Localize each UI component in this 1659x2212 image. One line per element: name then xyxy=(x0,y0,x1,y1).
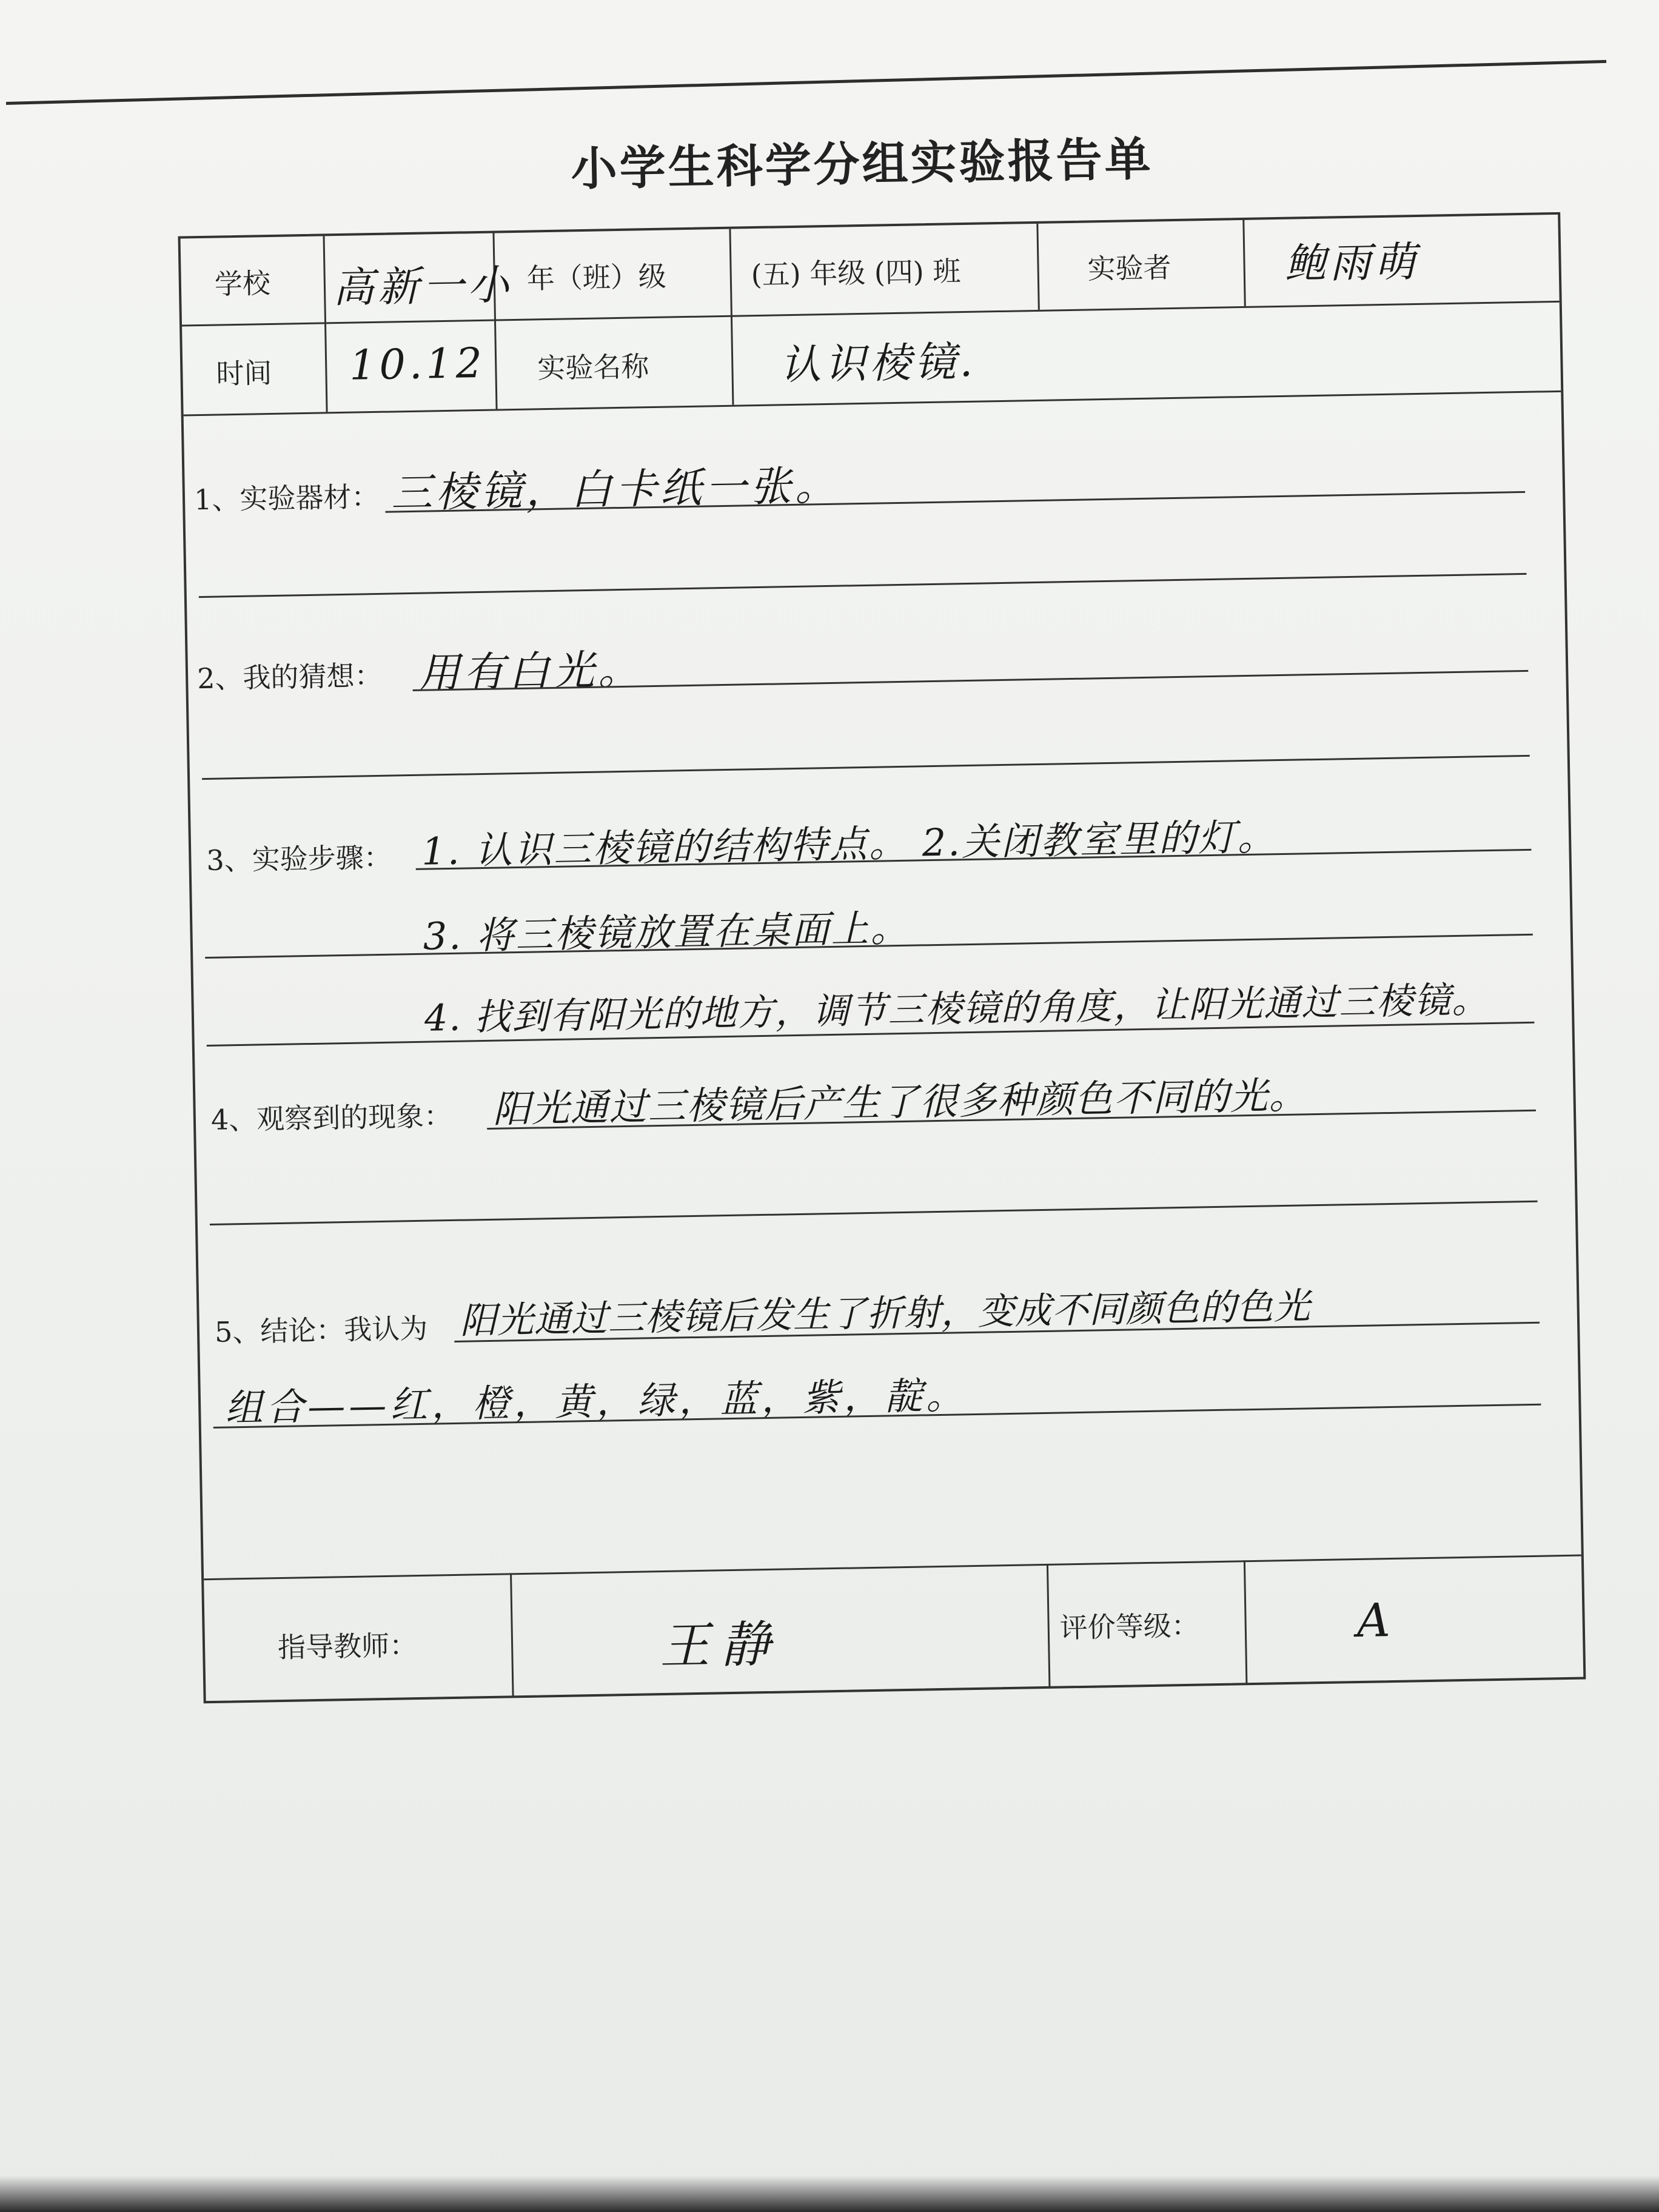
conclusion-line-1: 阳光通过三棱镜后发生了折射，变成不同颜色的色光 xyxy=(460,1285,1312,1342)
observation-label: 4、观察到的现象： xyxy=(210,1099,452,1136)
conclusion-label: 5、结论：我认为 xyxy=(214,1312,428,1349)
footer-divider xyxy=(204,1555,1581,1581)
report-title: 小学生科学分组实验报告单 xyxy=(570,132,1154,196)
evaluation-grade: A xyxy=(1356,1592,1395,1648)
answer-line xyxy=(199,573,1527,598)
step-line-1: 1. 认识三棱镜的结构特点。 2.关闭教室里的灯。 xyxy=(421,814,1278,874)
materials-label: 1、实验器材： xyxy=(193,480,380,517)
col-divider xyxy=(1036,224,1039,310)
guess-label: 2、我的猜想： xyxy=(196,659,383,695)
school-value: 高新一小 xyxy=(332,261,513,313)
grade-class-label: 年（班）级 xyxy=(526,260,667,295)
row-divider xyxy=(184,390,1561,417)
observation-value: 阳光通过三棱镜后产生了很多种颜色不同的光。 xyxy=(492,1073,1309,1131)
materials-value: 三棱镜，白卡纸一张。 xyxy=(390,461,840,518)
step-line-2: 3. 将三棱镜放置在桌面上。 xyxy=(423,905,911,959)
time-label: 时间 xyxy=(215,356,272,390)
report-sheet xyxy=(164,91,1586,1710)
answer-line xyxy=(210,1201,1538,1225)
col-divider xyxy=(1047,1564,1051,1688)
step-line-3: 4. 找到有阳光的地方，调节三棱镜的角度，让阳光通过三棱镜。 xyxy=(424,979,1490,1040)
time-value: 10.12 xyxy=(349,339,486,390)
experimenter-label: 实验者 xyxy=(1087,251,1172,286)
evaluation-label: 评价等级： xyxy=(1059,1609,1200,1644)
grade-class-value: (五) 年级 (四) 班 xyxy=(751,255,961,292)
steps-label: 3、实验步骤： xyxy=(206,840,392,877)
conclusion-line-2: 组合——红，橙，黄，绿，蓝，紫，靛。 xyxy=(224,1373,968,1430)
experiment-name-value: 认识棱镜. xyxy=(779,338,977,390)
col-divider xyxy=(1242,220,1245,306)
teacher-signature: 王静 xyxy=(659,1615,782,1676)
form-table xyxy=(178,212,1586,1703)
page-edge-shadow xyxy=(0,2176,1659,2212)
experimenter-name: 鲍雨萌 xyxy=(1284,238,1420,289)
answer-line xyxy=(202,755,1530,780)
experiment-name-label: 实验名称 xyxy=(537,350,649,385)
guess-value: 用有白光。 xyxy=(418,646,643,698)
col-divider xyxy=(510,1573,514,1697)
school-label: 学校 xyxy=(214,266,271,301)
teacher-label: 指导教师： xyxy=(277,1629,418,1664)
col-divider xyxy=(1244,1560,1248,1684)
